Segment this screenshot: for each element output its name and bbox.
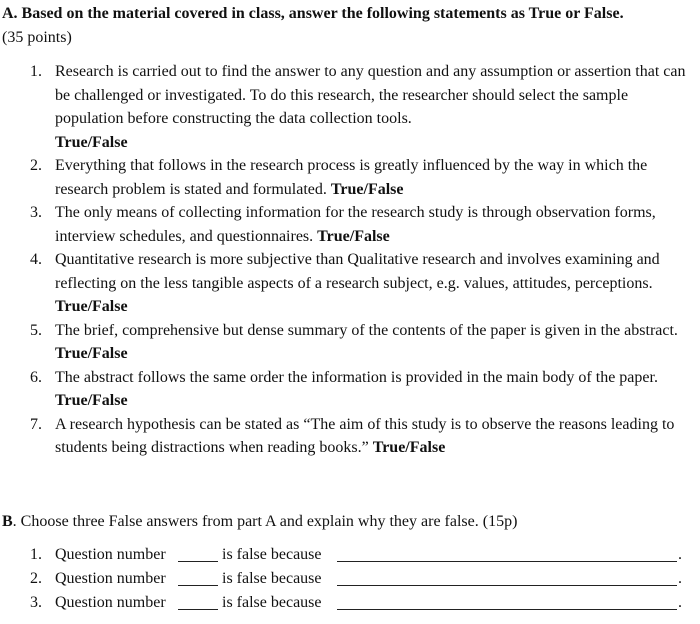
explanation-blank[interactable] (337, 585, 677, 586)
part-a-heading (2, 2, 698, 49)
question-number: 4. (30, 251, 42, 268)
question-item (0, 60, 700, 154)
question-number: 3. (30, 204, 42, 221)
false-because-label: is false because (222, 594, 322, 611)
true-false-label: True/False (55, 345, 128, 362)
question-item (0, 248, 700, 319)
answer-row (0, 543, 700, 567)
question-text: Research is carried out to find the answer to any question and any assumption or assertion that can be challenged or investigated. To do this research, the researcher should select the sample population before constructing the data collection tools. (55, 63, 686, 127)
explanation-blank[interactable] (337, 561, 677, 562)
true-false-label: True/False (55, 392, 128, 409)
question-number-blank[interactable] (178, 609, 218, 610)
answer-number: 3. (30, 594, 42, 611)
false-because-label: is false because (222, 546, 322, 563)
true-false-label: True/False (317, 227, 390, 245)
line-end-period: . (678, 594, 682, 611)
answer-number: 2. (30, 570, 42, 587)
question-item (0, 319, 700, 366)
true-false-label: True/False (330, 180, 404, 198)
part-a-points: (35 points) (2, 28, 72, 46)
false-because-label: is false because (222, 570, 322, 587)
question-number: 1. (30, 63, 42, 80)
question-item (0, 413, 700, 460)
part-b-instructions: . Choose three False answers from part A and explain why they are false. (15p) (12, 513, 518, 530)
part-b-label: B (2, 513, 13, 530)
question-text: Everything that follows in the research process is greatly influenced by the way in which the research problem is stated and formulated. (55, 157, 648, 198)
true-false-label: True/False (55, 298, 128, 315)
part-b-answer-list (0, 543, 700, 615)
line-end-period: . (678, 570, 682, 587)
question-item (0, 201, 700, 248)
question-number: 6. (30, 368, 42, 386)
question-number: 7. (30, 415, 42, 433)
question-text: A research hypothesis can be stated as “The aim of this study is to observe the reasons leading to students being distractions when reading books.” (55, 415, 675, 456)
question-number: 5. (30, 321, 42, 339)
answer-row (0, 591, 700, 615)
question-number: 2. (30, 157, 42, 174)
question-text: The brief, comprehensive but dense summary of the contents of the paper is given in the abstract. (55, 321, 678, 339)
question-item (0, 366, 700, 413)
question-text: Quantitative research is more subjective than Qualitative research and involves examining and reflecting on the less tangible aspects of a research subject, e.g. values, attitudes, perceptions. (55, 251, 660, 292)
question-number-blank[interactable] (178, 585, 218, 586)
answer-row (0, 567, 700, 591)
part-b-heading (2, 510, 698, 534)
question-number-label: Question number (55, 546, 166, 563)
question-item (0, 154, 700, 201)
explanation-blank[interactable] (337, 609, 677, 610)
part-a-question-list (0, 60, 700, 460)
answer-number: 1. (30, 546, 42, 563)
question-text: The abstract follows the same order the information is provided in the main body of the paper. (55, 368, 658, 386)
line-end-period: . (678, 546, 682, 563)
question-number-label: Question number (55, 570, 166, 587)
question-text: The only means of collecting information for the research study is through observation forms, interview schedules, and questionnaires. (55, 204, 656, 245)
question-number-blank[interactable] (178, 561, 218, 562)
part-a-title: A. Based on the material covered in class, answer the following statements as True or False. (2, 5, 624, 22)
question-number-label: Question number (55, 594, 166, 611)
true-false-label: True/False (55, 133, 128, 151)
true-false-label: True/False (372, 439, 446, 456)
